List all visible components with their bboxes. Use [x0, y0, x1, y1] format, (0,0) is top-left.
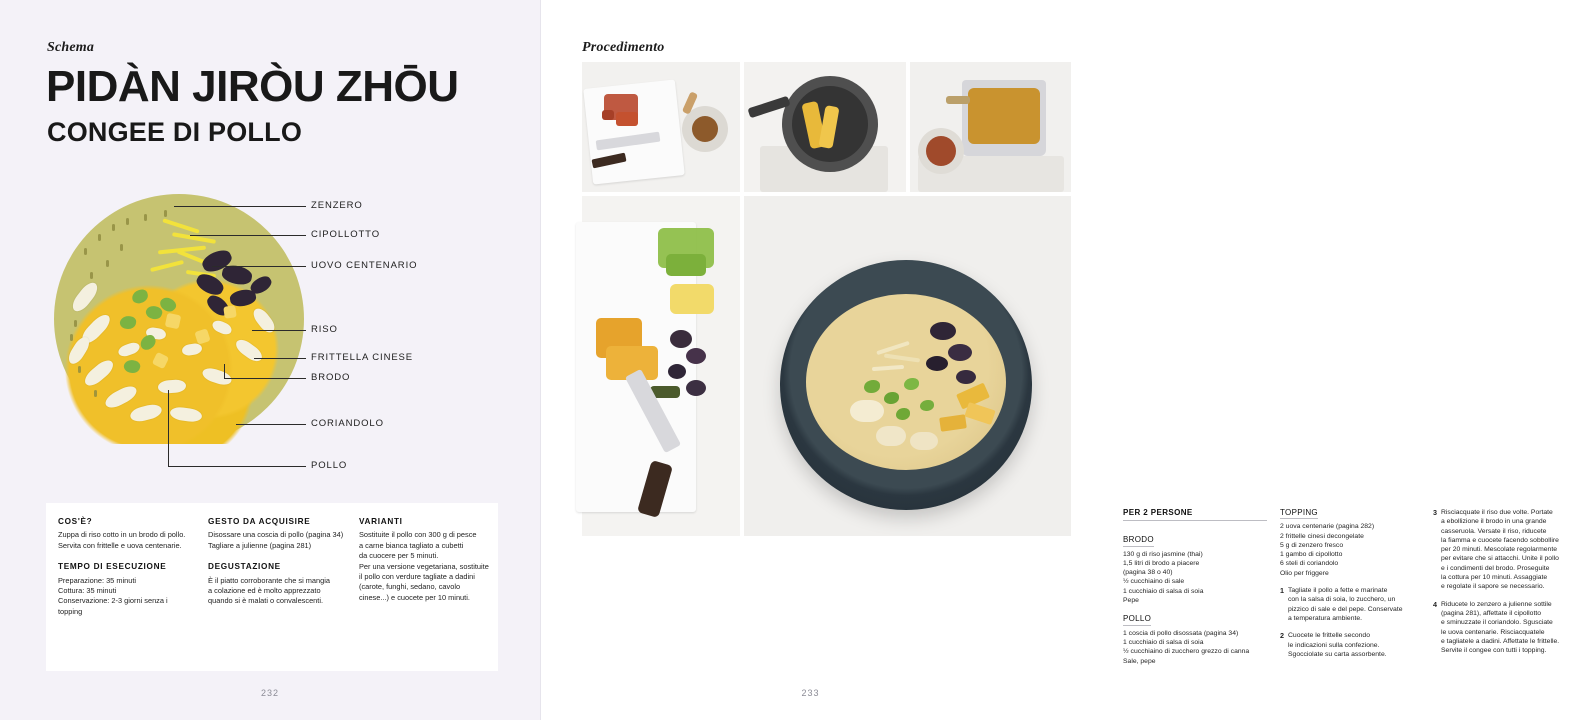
callout-zenzero: ZENZERO	[311, 200, 363, 211]
step-line: pizzico di sale e del pepe. Conservate	[1288, 605, 1403, 613]
step-line: e sminuzzate il coriandolo. Sgusciate	[1441, 619, 1553, 627]
topping-item: 1 gambo di cipollotto	[1280, 551, 1343, 559]
info-heading: DEGUSTAZIONE	[208, 562, 281, 572]
ingredient-group-title: BRODO	[1123, 535, 1154, 546]
info-line: a carne bianca tagliato a cubetti	[359, 540, 464, 550]
info-heading: GESTO DA ACQUISIRE	[208, 517, 311, 526]
ingredient-item: ½ cucchiaino di zucchero grezzo di canna	[1123, 648, 1250, 656]
step-4	[1433, 600, 1575, 656]
topping-item: 5 g di zenzero fresco	[1280, 541, 1344, 549]
photo-pot-of-broth-on-stove	[910, 62, 1071, 192]
ingredient-item: 1 cucchiaio di salsa di soia	[1123, 587, 1204, 595]
right-section-label: Procedimento	[582, 40, 665, 55]
ingredient-item: 1 coscia di pollo disossata (pagina 34)	[1123, 629, 1239, 637]
info-block-varianti	[359, 517, 491, 603]
right-page	[540, 0, 1560, 720]
topping-item: 6 steli di coriandolo	[1280, 560, 1339, 568]
step-line: con la salsa di soia, lo zucchero, un	[1288, 596, 1396, 604]
info-heading: VARIANTI	[359, 517, 403, 526]
congee-bowl-diagram	[54, 194, 304, 444]
page-subtitle: CONGEE DI POLLO	[47, 117, 303, 147]
step-text	[1441, 508, 1575, 592]
step-line: per 20 minuti. Mescolate regolarmente	[1441, 546, 1557, 554]
ingredient-item: 1,5 litri di brodo a piacere	[1123, 559, 1200, 567]
step-line: la fiamma e cuocete facendo sobbollire	[1441, 536, 1559, 544]
step-line: Tagliate il pollo a fette e marinate	[1288, 587, 1388, 595]
left-page	[0, 0, 540, 720]
callout-pollo: POLLO	[311, 460, 348, 471]
step-line: per evitare che si attacchi. Unite il pollo	[1441, 555, 1559, 563]
topping-item: Olio per friggere	[1280, 569, 1329, 577]
step-line: Risciacquate il riso due volte. Portate	[1441, 509, 1553, 516]
step-line: a ebollizione il brodo in una grande	[1441, 518, 1547, 526]
info-line: Preparazione: 35 minuti	[58, 575, 137, 585]
steps-column	[1433, 508, 1575, 655]
info-heading: TEMPO DI ESECUZIONE	[58, 562, 167, 572]
info-column-2	[208, 517, 346, 618]
page-title: PIDÀN JIRÒU ZHŌU	[46, 62, 459, 111]
ingredient-item: ½ cucchiaino di sale	[1123, 578, 1185, 586]
step-text	[1441, 600, 1575, 656]
photo-chopping-board-with-ingredients	[582, 196, 740, 536]
info-line: cinese...) e cuocete per 10 minuti.	[359, 592, 470, 602]
ingredient-item: Sale, pepe	[1123, 657, 1156, 665]
info-line: Zuppa di riso cotto in un brodo di pollo.	[58, 530, 186, 540]
step-line: Riducete lo zenzero a julienne sottile	[1441, 600, 1552, 608]
ingredient-item: 130 g di riso jasmine (thai)	[1123, 550, 1203, 558]
info-line: Cottura: 35 minuti	[58, 586, 117, 596]
step-number: 2	[1280, 631, 1284, 641]
ingredient-group-title: POLLO	[1123, 614, 1151, 625]
ingredient-item: 1 cucchiaio di salsa di soia	[1123, 638, 1204, 646]
photo-chili-and-egg-on-board	[582, 62, 740, 192]
step-text	[1288, 631, 1420, 659]
step-line: e tagliatele a dadini. Affettate le frittelle.	[1441, 637, 1560, 645]
step-2	[1280, 631, 1420, 659]
info-line: È il piatto corroborante che si mangia	[208, 575, 331, 585]
info-column-1	[58, 517, 190, 628]
hero-bowl	[780, 260, 1032, 510]
step-text	[1288, 586, 1420, 623]
info-line: il pollo con verdure tagliate a dadini	[359, 572, 475, 582]
step-line: la cottura per 10 minuti. Assaggiate	[1441, 574, 1548, 582]
step-3	[1433, 508, 1575, 592]
info-block-cose	[58, 517, 190, 551]
left-info-panel	[46, 503, 498, 671]
topping-title: TOPPING	[1280, 508, 1318, 519]
step-line: e regolate il sapore se necessario.	[1441, 583, 1545, 591]
topping-list	[1280, 522, 1420, 578]
topping-item: 2 uova centenarie (pagina 282)	[1280, 523, 1375, 531]
info-line: da cuocere per 5 minuti.	[359, 551, 439, 561]
callout-brodo: BRODO	[311, 372, 351, 383]
info-line: Servita con frittelle e uova centenarie.	[58, 540, 182, 550]
step-line: Cuocete le frittelle secondo	[1288, 632, 1370, 640]
schema-illustration	[28, 178, 418, 488]
step-number: 3	[1433, 508, 1437, 517]
step-line: Servite il congee con tutti i topping.	[1441, 647, 1547, 655]
callout-uovo-centenario: UOVO CENTENARIO	[311, 260, 418, 271]
callout-cipollotto: CIPOLLOTTO	[311, 229, 381, 240]
info-line: Per una versione vegetariana, sostituite	[359, 561, 489, 571]
photo-frying-pan-with-dough-sticks	[744, 62, 906, 192]
ingredient-list-brodo	[1123, 550, 1267, 606]
info-line: Disossare una coscia di pollo (pagina 34)	[208, 530, 344, 540]
step-line: e i condimenti del brodo. Proseguite	[1441, 564, 1550, 572]
step-number: 4	[1433, 599, 1437, 609]
step-line: (pagina 281), affettate il cipollotto	[1441, 609, 1542, 617]
info-block-gesto	[208, 517, 346, 551]
ingredient-item: Pepe	[1123, 597, 1139, 605]
callout-riso: RISO	[311, 324, 338, 335]
info-line: quando si è malati o convalescenti.	[208, 596, 324, 606]
folio-right: 233	[801, 688, 820, 698]
info-line: a colazione ed è molto apprezzato	[208, 586, 321, 596]
page-gutter	[540, 0, 541, 720]
info-line: Tagliare a julienne (pagina 281)	[208, 540, 312, 550]
step-line: Sgocciolate su carta assorbente.	[1288, 650, 1387, 658]
step-1	[1280, 586, 1420, 623]
photo-finished-congee-bowl	[744, 196, 1071, 536]
ingredient-item: (pagina 38 o 40)	[1123, 569, 1173, 577]
ingredients-column	[1123, 508, 1267, 666]
callout-frittella-cinese: FRITTELLA CINESE	[311, 352, 414, 363]
info-column-3	[359, 517, 491, 614]
callout-coriandolo: CORIANDOLO	[311, 418, 384, 429]
info-line: Sostituite il pollo con 300 g di pesce	[359, 530, 477, 540]
left-section-label: Schema	[47, 40, 95, 55]
ingredient-list-pollo	[1123, 629, 1267, 666]
info-line: (carote, funghi, sedano, cavolo	[359, 582, 461, 592]
step-number: 1	[1280, 586, 1284, 596]
info-heading: COS'È?	[58, 517, 93, 526]
step-line: casseruola. Versate il riso, riducete	[1441, 527, 1547, 535]
topping-item: 2 frittelle cinesi decongelate	[1280, 532, 1364, 540]
step-line: a temperatura ambiente.	[1288, 614, 1363, 622]
info-block-tempo	[58, 562, 190, 617]
ingredients-heading: PER 2 PERSONE	[1123, 508, 1267, 521]
folio-left: 232	[260, 688, 280, 698]
step-line: le uova centenarie. Risciacquatele	[1441, 628, 1545, 636]
step-line: le indicazioni sulla confezione.	[1288, 641, 1380, 649]
info-line: Conservazione: 2-3 giorni senza i topping	[58, 596, 168, 616]
info-block-degustazione	[208, 562, 346, 607]
topping-and-steps-column	[1280, 508, 1420, 659]
